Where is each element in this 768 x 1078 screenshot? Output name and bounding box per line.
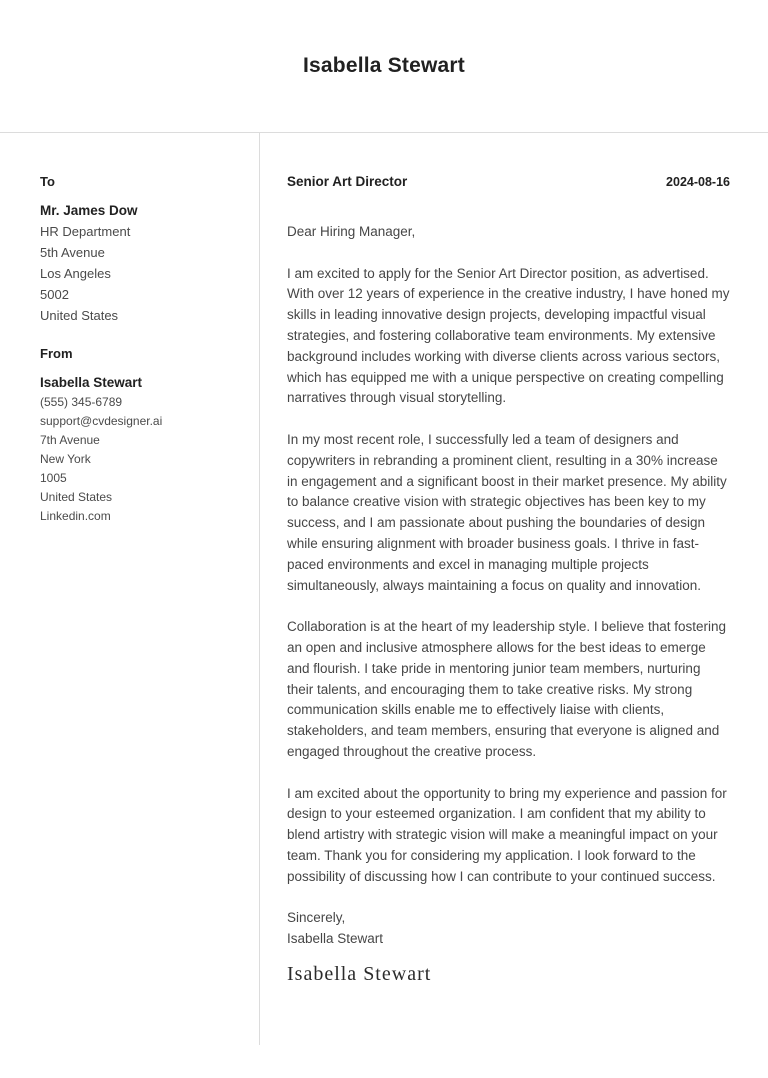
from-section-label: From <box>40 346 73 361</box>
sender-country: United States <box>40 490 113 504</box>
page-title: Isabella Stewart <box>303 54 465 77</box>
sender-linkedin: Linkedin.com <box>40 509 111 523</box>
sign-off <box>287 908 730 950</box>
letter-body <box>0 133 768 1045</box>
paragraph-intro: I am excited to apply for the Senior Art Director position, as advertised. With over 12 years of experience in the creative industry, I have honed my skills in leading innovative design projects, developing impactful visual strategies, and fostering collaborative team environments. My extensive background includes working with diverse clients across various sectors, which has equipped me with a unique perspective on creating compelling narratives through visual storytelling. <box>287 265 730 406</box>
sender-postal-code: 1005 <box>40 471 67 485</box>
address-sidebar <box>0 133 260 1045</box>
letter-title-row <box>287 171 730 193</box>
paragraph-experience: In my most recent role, I successfully led a team of designers and copywriters in rebranding a prominent client, resulting in a 30% increase in engagement and a significant boost in their market presence. My ability to balance creative vision with strategic objectives has been key to my success, and I am passionate about pushing the boundaries of design while ensuring alignment with broader business goals. I thrive in fast-paced environments and excel in managing multiple projects simultaneously, always maintaining a focus on quality and innovation. <box>287 431 727 593</box>
sender-street: 7th Avenue <box>40 433 100 447</box>
recipient-street: 5th Avenue <box>40 245 105 260</box>
handwritten-signature: Isabella Stewart <box>287 962 432 985</box>
to-section-label: To <box>40 174 55 189</box>
recipient-department: HR Department <box>40 224 131 239</box>
closing-name: Isabella Stewart <box>287 931 384 947</box>
letter-content <box>260 133 768 1045</box>
paragraph-closing: I am excited about the opportunity to bring my experience and passion for design to your esteemed organization. I am confident that my ability to blend artistry with strategic vision will make a meaningful impact on your team. Thank you for considering my application. I look forward to the possibility of discussing how I can contribute to your continued success. <box>287 785 727 884</box>
letter-header <box>0 0 768 133</box>
sender-phone: (555) 345-6789 <box>40 395 123 409</box>
recipient-city: Los Angeles <box>40 266 111 281</box>
sender-email: support@cvdesigner.ai <box>40 414 163 428</box>
paragraph-collaboration: Collaboration is at the heart of my leadership style. I believe that fostering an open and inclusive atmosphere allows for the best ideas to emerge and flourish. I take pride in mentoring junior team members, nurturing their talents, and encouraging them to take creative risks. My strong communication skills enable me to effectively liaise with clients, stakeholders, and team members, ensuring that everyone is aligned and engaged throughout the creative process. <box>287 619 726 759</box>
sender-name: Isabella Stewart <box>40 375 143 390</box>
letter-date: 2024-08-16 <box>666 175 730 189</box>
recipient-postal-code: 5002 <box>40 287 69 302</box>
salutation: Dear Hiring Manager, <box>287 224 416 239</box>
recipient-country: United States <box>40 308 119 323</box>
job-title: Senior Art Director <box>287 174 408 189</box>
sender-city: New York <box>40 452 91 466</box>
recipient-name: Mr. James Dow <box>40 203 138 218</box>
closing-word: Sincerely, <box>287 910 346 926</box>
